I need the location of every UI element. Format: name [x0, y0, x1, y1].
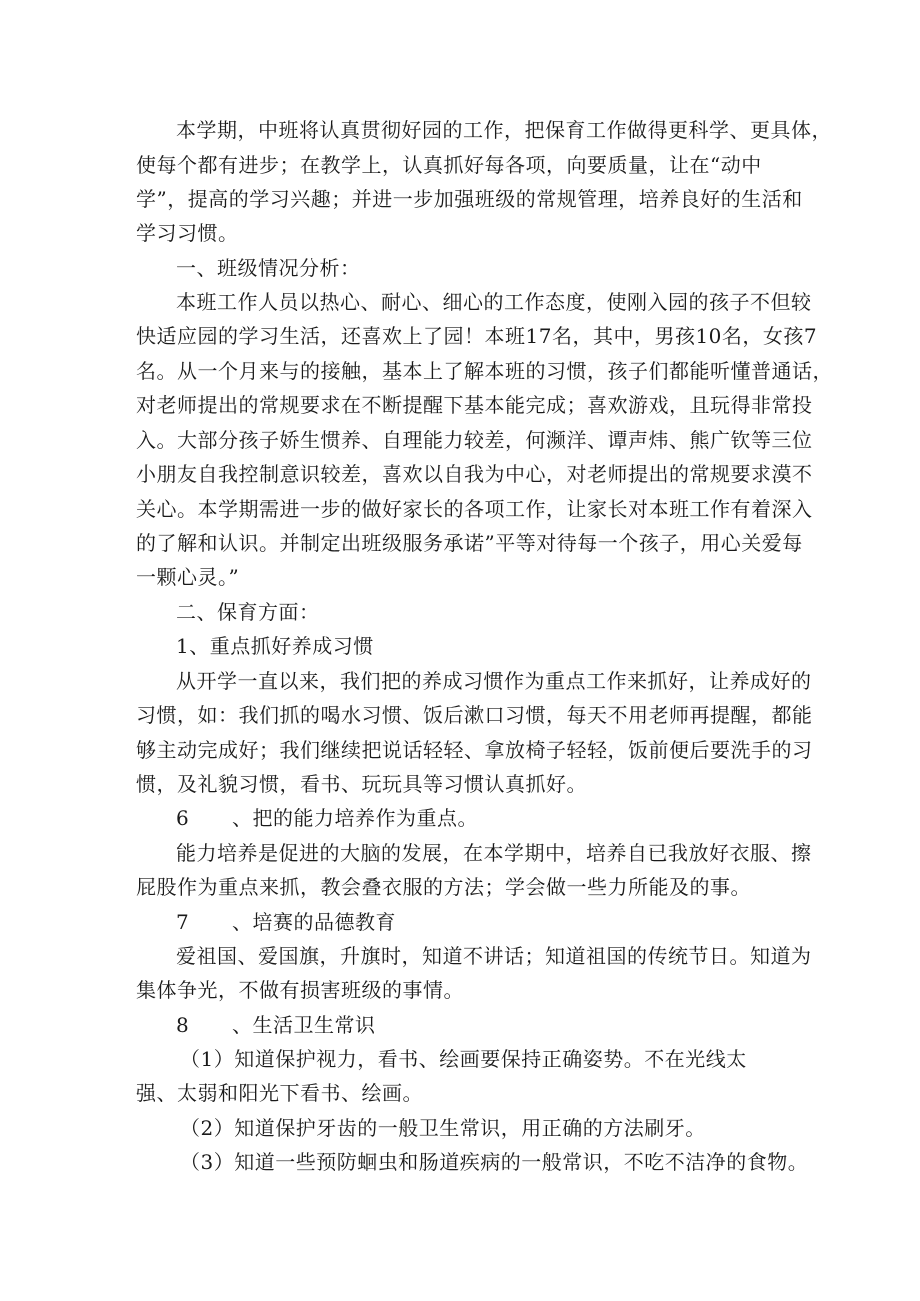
item-6-title-row — [176, 806, 478, 830]
item-7-line-1: 爱祖国、爱国旗，升旗时，知道不讲话；知道祖国的传统节日。知道为 — [176, 944, 812, 968]
item-7-title: 、培赛的品德教育 — [232, 910, 396, 934]
item-7-line-2: 集体争光，不做有损害班级的事情。 — [136, 978, 464, 1002]
intro-line-1: 本学期，中班将认真贯彻好园的工作，把保育工作做得更科学、更具体， — [176, 118, 832, 142]
section-1-line-3: 名。从一个月来与的接触，基本上了解本班的习惯，孩子们都能听懂普通话， — [136, 359, 833, 383]
item-7-title-row — [176, 910, 396, 934]
item-8-point-1-line-1: （1）知道保护视力，看书、绘画要保持正确姿势。不在光线太 — [180, 1047, 747, 1071]
intro-line-3: 学”，提高的学习兴趣；并进一步加强班级的常规管理，培养良好的生活和 — [136, 187, 803, 211]
item-8-number: 8 — [176, 1013, 190, 1037]
item-8-title: 、生活卫生常识 — [232, 1013, 376, 1037]
item-6-line-1: 能力培养是促进的大脑的发展，在本学期中，培养自已我放好衣服、擦 — [176, 841, 812, 865]
item-8-point-1-line-2: 强、太弱和阳光下看书、绘画。 — [136, 1081, 423, 1105]
section-1-heading: 一、班级情况分析： — [176, 256, 361, 280]
intro-line-4: 学习习惯。 — [136, 221, 239, 245]
section-1-line-9: 一颗心灵。” — [136, 565, 240, 589]
item-1-line-2: 习惯，如：我们抓的喝水习惯、饭后漱口习惯，每天不用老师再提醒，都能 — [136, 703, 813, 727]
item-6-number: 6 — [176, 806, 190, 830]
section-1-line-2: 快适应园的学习生活，还喜欢上了园！本班17名，其中，男孩10名，女孩7 — [136, 324, 818, 348]
item-8-title-row — [176, 1013, 376, 1037]
item-6-title: 、把的能力培养作为重点。 — [232, 806, 478, 830]
item-6-line-2: 屁股作为重点来抓，教会叠衣服的方法；学会做一些力所能及的事。 — [136, 875, 751, 899]
section-1-line-6: 小朋友自我控制意识较差，喜欢以自我为中心，对老师提出的常规要求漠不 — [136, 462, 813, 486]
section-1-line-1: 本班工作人员以热心、耐心、细心的工作态度，使刚入园的孩子不但较 — [176, 290, 812, 314]
item-1-line-3: 够主动完成好；我们继续把说话轻轻、拿放椅子轻轻，饭前便后要洗手的习 — [136, 738, 813, 762]
item-7-number: 7 — [176, 910, 190, 934]
item-1-line-1: 从开学一直以来，我们把的养成习惯作为重点工作来抓好，让养成好的 — [176, 669, 812, 693]
item-1-title: 1、重点抓好养成习惯 — [176, 634, 374, 658]
section-1-line-4: 对老师提出的常规要求在不断提醒下基本能完成；喜欢游戏，且玩得非常投 — [136, 393, 813, 417]
item-8-point-2: （2）知道保护牙齿的一般卫生常识，用正确的方法刷牙。 — [180, 1116, 706, 1140]
intro-line-2: 使每个都有进步；在教学上，认真抓好每各项，向要质量，让在“动中 — [136, 153, 762, 177]
section-1-line-5: 入。大部分孩子娇生惯养、自理能力较差，何濒洋、谭声炜、熊广钦等三位 — [136, 428, 813, 452]
section-2-heading: 二、保育方面： — [176, 600, 320, 624]
item-1-line-4: 惯，及礼貌习惯，看书、玩玩具等习惯认真抓好。 — [136, 772, 587, 796]
item-8-point-3: （3）知道一些预防蛔虫和肠道疾病的一般常识，不吃不洁净的食物。 — [180, 1150, 809, 1174]
section-1-line-7: 关心。本学期需进一步的做好家长的各项工作，让家长对本班工作有着深入 — [136, 497, 813, 521]
section-1-line-8: 的了解和认识。并制定出班级服务承诺”平等对待每一个孩子，用心关爱每 — [136, 531, 803, 555]
